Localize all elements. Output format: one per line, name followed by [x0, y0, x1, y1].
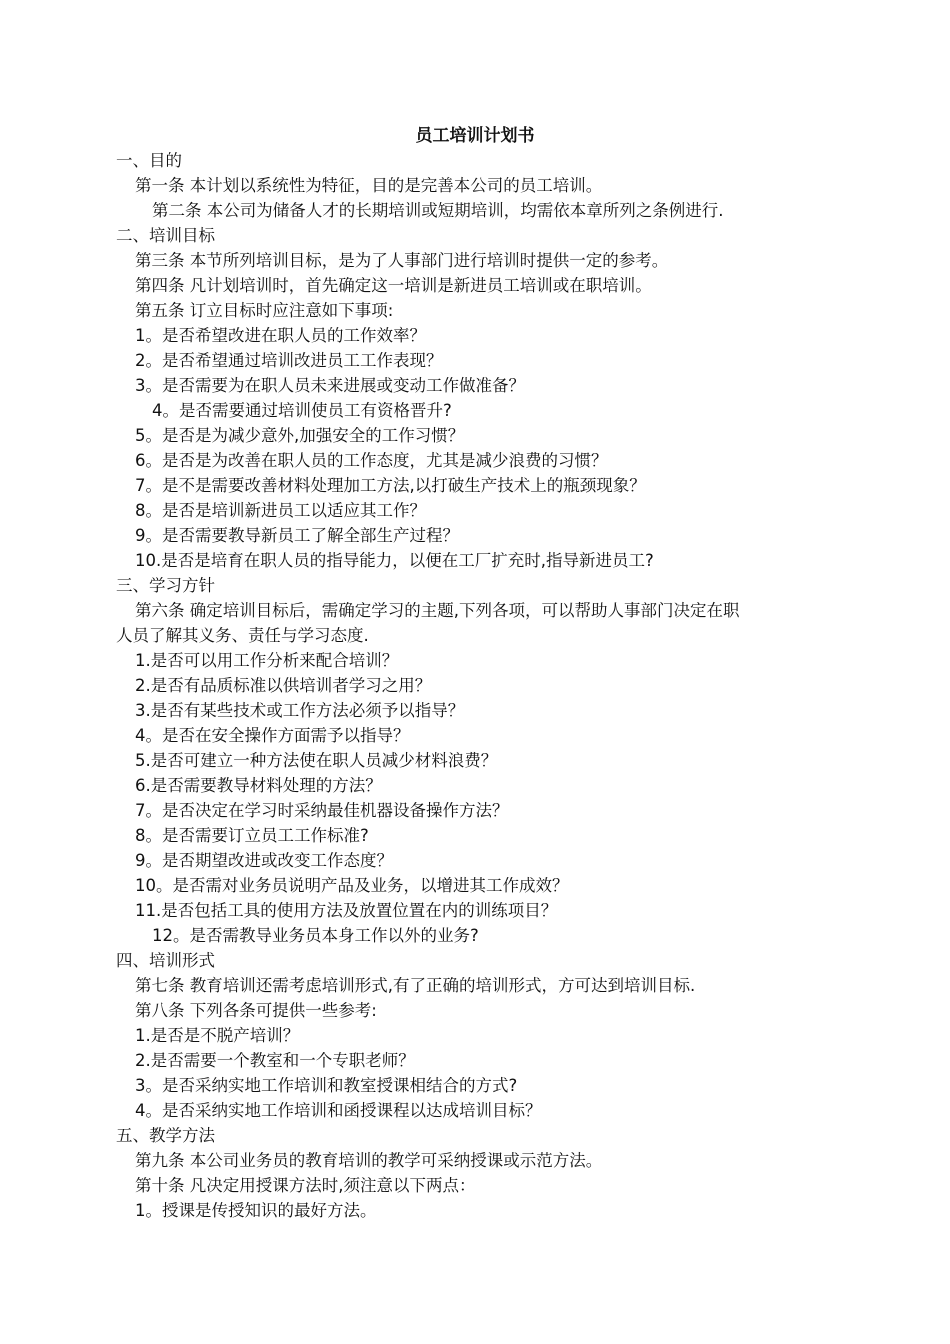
- list-item: 5.是否可建立一种方法使在职人员减少材料浪费？: [135, 751, 498, 770]
- article-6-continued: 人员了解其义务、责任与学习态度.: [116, 626, 369, 645]
- article-6: 第六条 确定培训目标后，需确定学习的主题,下列各项，可以帮助人事部门决定在职: [135, 601, 740, 620]
- list-item: 10.是否是培育在职人员的指导能力，以便在工厂扩充时,指导新进员工?: [135, 551, 654, 570]
- list-item: 3。是否采纳实地工作培训和教室授课相结合的方式?: [135, 1076, 518, 1095]
- list-item: 8。是否需要订立员工工作标准?: [135, 826, 369, 845]
- article-5: 第五条 订立目标时应注意如下事项:: [135, 301, 394, 320]
- section-heading-purpose: 一、目的: [116, 151, 182, 170]
- article-3: 第三条 本节所列培训目标，是为了人事部门进行培训时提供一定的参考。: [135, 251, 669, 270]
- article-8: 第八条 下列各条可提供一些参考:: [135, 1001, 377, 1020]
- section-heading-teaching-method: 五、教学方法: [116, 1126, 215, 1145]
- list-item: 6。是否是为改善在职人员的工作态度，尤其是减少浪费的习惯？: [135, 451, 608, 470]
- list-item: 12。是否需教导业务员本身工作以外的业务?: [152, 926, 479, 945]
- list-item: 9。是否期望改进或改变工作态度？: [135, 851, 393, 870]
- list-item: 4。是否采纳实地工作培训和函授课程以达成培训目标？: [135, 1101, 542, 1120]
- article-10: 第十条 凡决定用授课方法时,须注意以下两点：: [135, 1176, 476, 1195]
- list-item: 7。是不是需要改善材料处理加工方法,以打破生产技术上的瓶颈现象？: [135, 476, 646, 495]
- list-item: 9。是否需要教导新员工了解全部生产过程？: [135, 526, 459, 545]
- list-item: 2.是否有品质标准以供培训者学习之用？: [135, 676, 432, 695]
- list-item: 1.是否是不脱产培训？: [135, 1026, 300, 1045]
- list-item: 4。是否需要通过培训使员工有资格晋升?: [152, 401, 452, 420]
- article-7: 第七条 教育培训还需考虑培训形式,有了正确的培训形式，方可达到培训目标.: [135, 976, 696, 995]
- article-4: 第四条 凡计划培训时，首先确定这一培训是新进员工培训或在职培训。: [135, 276, 652, 295]
- list-item: 8。是否是培训新进员工以适应其工作？: [135, 501, 426, 520]
- list-item: 2.是否需要一个教室和一个专职老师？: [135, 1051, 415, 1070]
- list-item: 10。是否需对业务员说明产品及业务，以增进其工作成效？: [135, 876, 569, 895]
- list-item: 1。授课是传授知识的最好方法。: [135, 1201, 377, 1220]
- list-item: 3.是否有某些技术或工作方法必须予以指导？: [135, 701, 465, 720]
- list-item: 1。是否希望改进在职人员的工作效率？: [135, 326, 426, 345]
- section-heading-training-format: 四、培训形式: [116, 951, 215, 970]
- list-item: 2。是否希望通过培训改进员工工作表现？: [135, 351, 443, 370]
- document-title: 员工培训计划书: [415, 126, 535, 146]
- list-item: 7。是否决定在学习时采纳最佳机器设备操作方法？: [135, 801, 509, 820]
- list-item: 5。是否是为减少意外,加强安全的工作习惯？: [135, 426, 465, 445]
- article-1: 第一条 本计划以系统性为特征，目的是完善本公司的员工培训。: [135, 176, 603, 195]
- list-item: 1.是否可以用工作分析来配合培训？: [135, 651, 399, 670]
- section-heading-learning-policy: 三、学习方针: [116, 576, 215, 595]
- section-heading-training-goals: 二、培训目标: [116, 226, 215, 245]
- list-item: 6.是否需要教导材料处理的方法？: [135, 776, 382, 795]
- list-item: 3。是否需要为在职人员未来进展或变动工作做准备？: [135, 376, 525, 395]
- list-item: 11.是否包括工具的使用方法及放置位置在内的训练项目？: [135, 901, 558, 920]
- list-item: 4。是否在安全操作方面需予以指导？: [135, 726, 410, 745]
- article-2: 第二条 本公司为储备人才的长期培训或短期培训，均需依本章所列之条例进行.: [152, 201, 724, 220]
- article-9: 第九条 本公司业务员的教育培训的教学可采纳授课或示范方法。: [135, 1151, 603, 1170]
